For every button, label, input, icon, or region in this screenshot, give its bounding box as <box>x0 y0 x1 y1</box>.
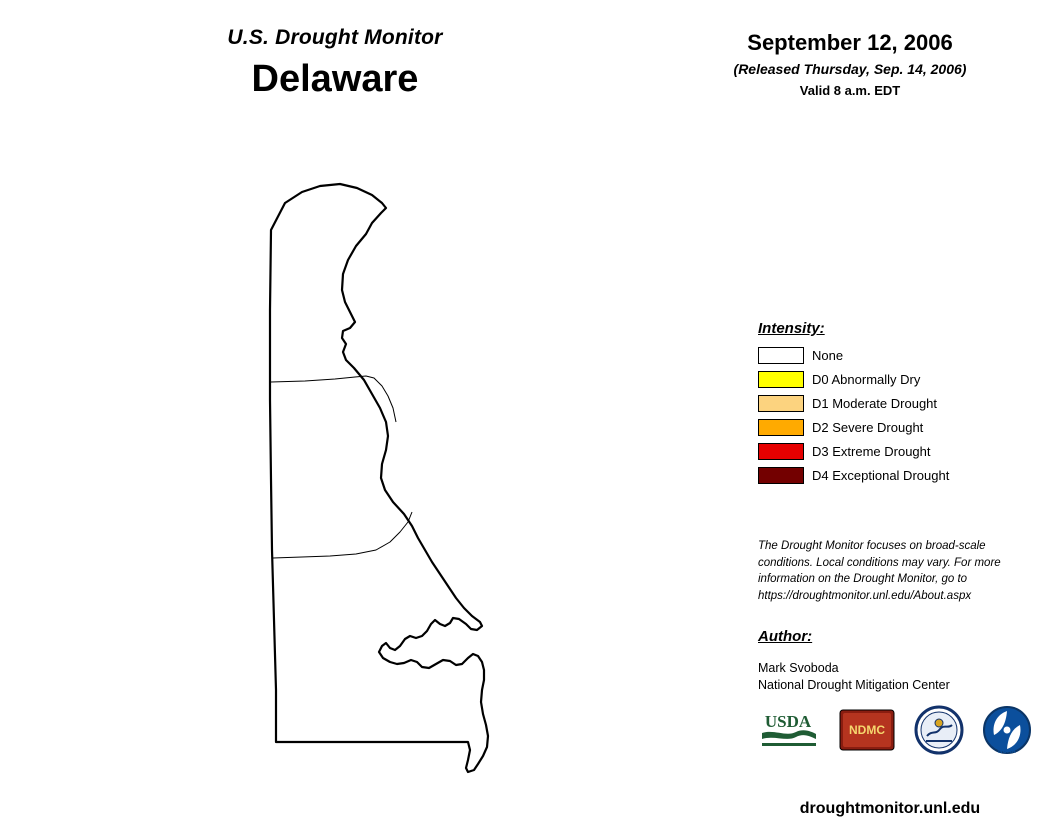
legend-item-d2 <box>758 419 1028 436</box>
legend-item-d4 <box>758 467 1028 484</box>
legend-swatch-d3 <box>758 443 804 460</box>
drought-map <box>150 150 670 800</box>
author-organization: National Drought Mitigation Center <box>758 678 950 692</box>
legend-title: Intensity: <box>758 320 825 337</box>
delaware-state-outline <box>270 184 488 772</box>
legend-item-none <box>758 347 1028 364</box>
svg-text:NOAA: NOAA <box>998 748 1016 755</box>
legend-item-d0 <box>758 371 1028 388</box>
author-block <box>758 628 1038 692</box>
ndmc-logo <box>838 707 896 758</box>
date-main: September 12, 2006 <box>747 30 953 55</box>
usda-logo <box>756 707 820 758</box>
legend-swatch-d4 <box>758 467 804 484</box>
legend-label-d3: D3 Extreme Drought <box>812 444 931 459</box>
author-title: Author: <box>758 628 813 645</box>
site-url[interactable]: droughtmonitor.unl.edu <box>799 800 981 817</box>
noaa-logo <box>982 705 1032 760</box>
legend-swatch-d0 <box>758 371 804 388</box>
page-title: U.S. Drought Monitor <box>227 26 443 49</box>
legend <box>758 320 1028 491</box>
svg-text:NDMC: NDMC <box>849 722 885 737</box>
legend-item-d1 <box>758 395 1028 412</box>
legend-item-d3 <box>758 443 1028 460</box>
legend-label-d4: D4 Exceptional Drought <box>812 468 950 483</box>
state-title: Delaware <box>251 58 419 100</box>
noaa-seal-logo <box>914 705 964 760</box>
legend-swatch-d2 <box>758 419 804 436</box>
legend-label-none: None <box>812 348 844 363</box>
legend-swatch-d1 <box>758 395 804 412</box>
legend-swatch-none <box>758 347 804 364</box>
legend-label-d0: D0 Abnormally Dry <box>812 372 921 387</box>
disclaimer-text: The Drought Monitor focuses on broad-scale conditions. Local conditions may vary. For more information on the Drought Monitor, go to https://droughtmonitor.unl.edu/About.aspx <box>758 540 1001 603</box>
delaware-map-svg <box>150 150 670 800</box>
author-name: Mark Svoboda <box>758 661 839 675</box>
date-valid: Valid 8 a.m. EDT <box>799 83 901 98</box>
logo-row <box>756 704 1036 760</box>
date-released: (Released Thursday, Sep. 14, 2006) <box>733 61 967 77</box>
title-block <box>120 26 550 101</box>
legend-label-d1: D1 Moderate Drought <box>812 396 938 411</box>
legend-label-d2: D2 Severe Drought <box>812 420 924 435</box>
date-block <box>660 30 1040 98</box>
svg-text:USDA: USDA <box>764 711 812 731</box>
